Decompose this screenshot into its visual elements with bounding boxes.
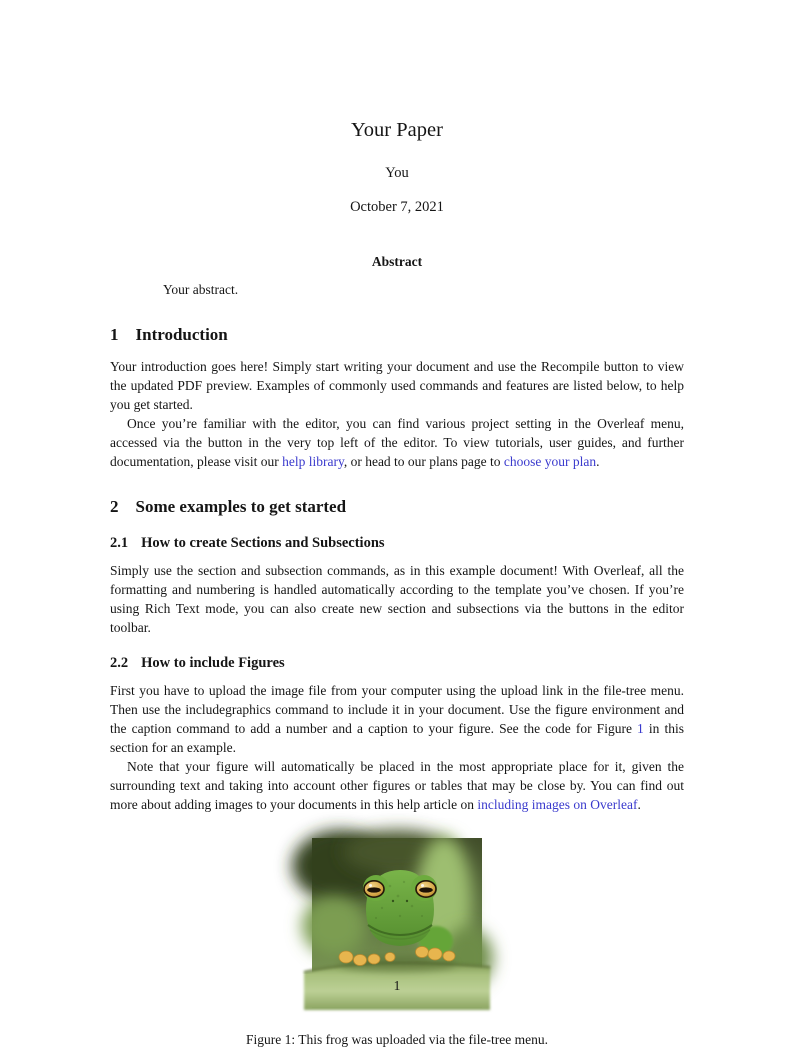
page-number: 1	[393, 978, 401, 993]
intro-paragraph-2	[110, 414, 684, 471]
including-images-link[interactable]: including images on Overleaf	[477, 797, 638, 812]
subsection-2-1-number: 2.1	[110, 535, 129, 551]
subsection-2-2-heading	[110, 654, 684, 672]
figures-p2-text-2: .	[637, 797, 641, 812]
intro-p2-text-2: , or head to our plans page to	[343, 454, 504, 469]
choose-your-plan-link[interactable]: choose your plan	[503, 454, 597, 469]
section-2-heading	[110, 496, 684, 517]
figure-1-caption: Figure 1: This frog was uploaded via the file-tree menu.	[246, 1032, 548, 1047]
figures-paragraph-2	[110, 757, 684, 814]
subsection-2-2-title: How to include Figures	[141, 655, 285, 671]
paper-author: You	[385, 165, 409, 181]
figures-p2-text-1: Note that your figure will automatically be placed in the most appropriate place for it, given the surrounding text and taking into account other figures or tables that may be close by. You can find out more about adding images to your documents in this help article on	[110, 759, 684, 812]
figures-p1-text-1: First you have to upload the image file from your computer using the upload link in the file-tree menu. Then use the includegraphics command to include it in your document. Use the figure environment and the caption command to add a number and a caption to your figure. See the code for Figure	[110, 683, 684, 736]
section-2-title: Some examples to get started	[135, 497, 347, 516]
intro-p2-text-1: Once you’re familiar with the editor, you can find various project setting in the Overleaf menu, accessed via the button in the very top left of the editor. To view tutorials, user guides, and further documentation, please visit our	[110, 416, 684, 469]
subsection-2-2-number: 2.2	[110, 655, 129, 671]
section-2-number: 2	[110, 497, 119, 516]
section-1-title: Introduction	[135, 325, 228, 344]
subsection-2-1-paragraph: Simply use the section and subsection commands, as in this example document! With Overleaf, all the formatting and numbering is handled automatically according to the template you’ve chosen. If you’re using Rich Text mode, you can also create new section and subsections via the buttons in the editor toolbar.	[110, 563, 684, 635]
paper-date: October 7, 2021	[350, 199, 444, 215]
help-library-link[interactable]: help library	[282, 454, 344, 469]
figures-paragraph-1	[110, 681, 684, 757]
section-1-number: 1	[110, 325, 119, 344]
abstract-text: Your abstract.	[163, 282, 239, 297]
figures-p1-text-2: in this section for an example.	[110, 721, 684, 755]
section-1-heading	[110, 324, 684, 345]
subsection-2-1-heading	[110, 534, 684, 552]
abstract-heading: Abstract	[371, 254, 423, 269]
paper-title: Your Paper	[351, 119, 443, 141]
figure-1-ref-link[interactable]: 1	[637, 721, 644, 736]
intro-p2-text-3: .	[596, 454, 600, 469]
intro-paragraph-1: Your introduction goes here! Simply start writing your document and use the Recompile button to view the updated PDF preview. Examples of commonly used commands and features are listed below, to help you get started.	[110, 359, 684, 412]
subsection-2-1-title: How to create Sections and Subsections	[141, 535, 385, 551]
